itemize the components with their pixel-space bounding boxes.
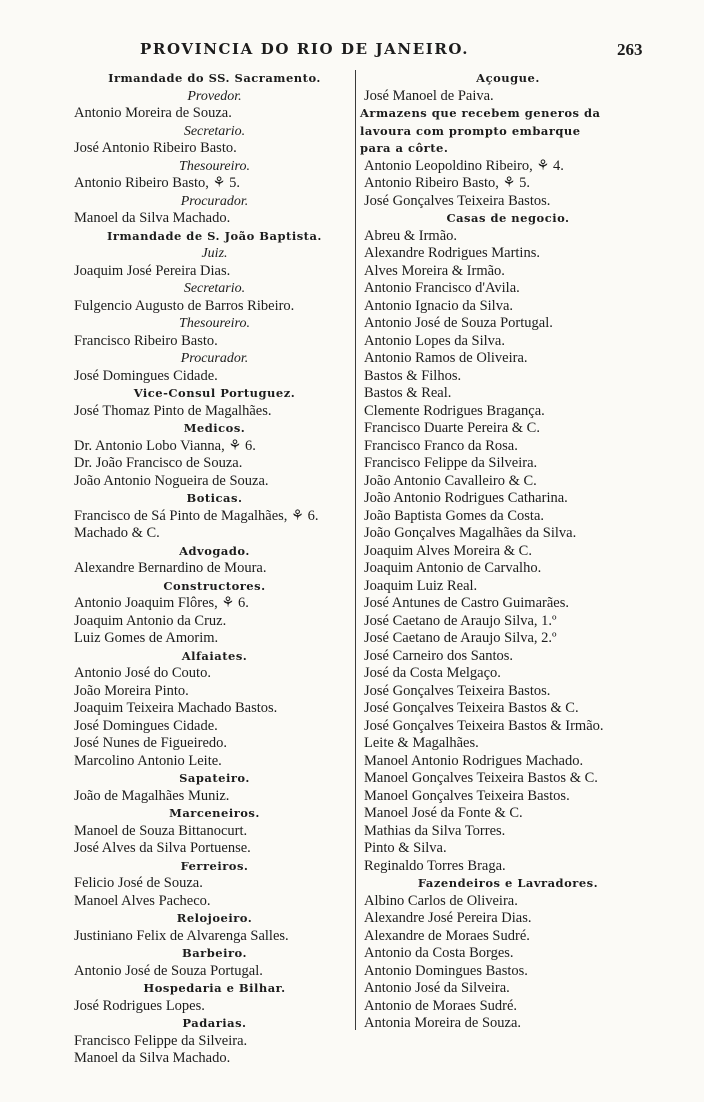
role-title: Secretario. xyxy=(183,281,246,296)
section-heading: Hospedaria e Bilhar. xyxy=(143,981,286,995)
entry-line: José Gonçalves Teixeira Bastos. xyxy=(364,682,551,699)
entry-line: João de Magalhães Muniz. xyxy=(74,787,230,804)
section-heading: Boticas. xyxy=(186,491,243,505)
role-title: Thesoureiro. xyxy=(179,158,250,174)
section-heading: lavoura com prompto embarque xyxy=(360,123,581,138)
entry-line: Manoel da Silva Machado. xyxy=(74,210,231,226)
entry-line: José Gonçalves Teixeira Bastos & Irmão. xyxy=(364,717,604,734)
role-title: Procurador. xyxy=(180,351,249,366)
entry-line: João Antonio Cavalleiro & C. xyxy=(364,472,537,489)
entry-line: Reginaldo Torres Braga. xyxy=(364,857,506,874)
entry-line: Antonio José de Souza Portugal. xyxy=(74,962,263,979)
entry-line: João Gonçalves Magalhães da Silva. xyxy=(364,525,577,541)
entry-line: Francisco de Sá Pinto de Magalhães, ⚘ 6. xyxy=(74,507,319,524)
entry-line: Antonio da Costa Borges. xyxy=(364,945,514,961)
entry-line: Antonio José de Souza Portugal. xyxy=(364,315,553,331)
role-title: Thesoureiro. xyxy=(179,316,250,331)
entry-line: José Manoel de Paiva. xyxy=(364,87,494,104)
section-heading: Açougue. xyxy=(476,71,540,85)
entry-line: José da Costa Melgaço. xyxy=(364,665,501,681)
entry-line: Luiz Gomes de Amorim. xyxy=(74,630,219,646)
page-header xyxy=(0,40,704,62)
entry-line: Antonio Ignacio da Silva. xyxy=(364,297,514,314)
entry-line: Antonio José da Silveira. xyxy=(364,980,510,996)
section-heading: Fazendeiros e Lavradores. xyxy=(417,876,599,890)
entry-line: Antonio Moreira de Souza. xyxy=(74,105,232,121)
entry-line: Bastos & Real. xyxy=(364,385,452,401)
entry-line: Clemente Rodrigues Bragança. xyxy=(364,402,545,419)
entry-line: Antonio José do Couto. xyxy=(74,665,211,681)
role-title: Provedor. xyxy=(187,88,242,104)
entry-line: José Thomaz Pinto de Magalhães. xyxy=(74,402,272,419)
section-heading: Casas de negocio. xyxy=(446,211,570,225)
entry-line: Marcolino Antonio Leite. xyxy=(74,752,222,769)
entry-line: José Antunes de Castro Guimarães. xyxy=(364,595,569,611)
entry-line: José Nunes de Figueiredo. xyxy=(74,735,228,751)
entry-line: José Carneiro dos Santos. xyxy=(364,647,514,664)
section-heading: Alfaiates. xyxy=(181,648,248,663)
entry-line: Pinto & Silva. xyxy=(364,840,447,856)
entry-line: José Domingues Cidade. xyxy=(74,717,218,734)
entry-line: Antonio Lopes da Silva. xyxy=(364,332,505,349)
section-heading: Irmandade do SS. Sacramento. xyxy=(108,71,321,85)
section-heading: Padarias. xyxy=(182,1016,247,1030)
entry-line: Justiniano Felix de Alvarenga Salles. xyxy=(74,927,289,944)
entry-line: Manoel José da Fonte & C. xyxy=(364,805,523,821)
entry-line: José Antonio Ribeiro Basto. xyxy=(74,140,237,156)
entry-line: Joaquim Teixeira Machado Bastos. xyxy=(74,700,278,716)
entry-line: Joaquim Luiz Real. xyxy=(364,577,478,594)
entry-line: Manoel de Souza Bittanocurt. xyxy=(74,822,248,839)
section-heading: Sapateiro. xyxy=(179,771,250,785)
entry-line: Alexandre Bernardino de Moura. xyxy=(74,560,267,576)
entry-line: Antonio Ramos de Oliveira. xyxy=(364,350,528,366)
entry-line: Antonio Ribeiro Basto, ⚘ 5. xyxy=(74,175,241,191)
entry-line: Joaquim Alves Moreira & C. xyxy=(364,542,532,559)
entry-line: Antonio Ribeiro Basto, ⚘ 5. xyxy=(364,175,531,191)
entry-line: Alves Moreira & Irmão. xyxy=(364,262,505,279)
entry-line: Francisco Felippe da Silveira. xyxy=(364,455,538,471)
section-heading: para a côrte. xyxy=(360,141,449,155)
entry-line: Leite & Magalhães. xyxy=(364,735,479,751)
entry-line: Abreu & Irmão. xyxy=(364,227,458,244)
entry-line: Manoel da Silva Machado. xyxy=(74,1050,231,1066)
entry-line: José Gonçalves Teixeira Bastos. xyxy=(364,192,551,209)
entry-line: Alexandre de Moraes Sudré. xyxy=(364,927,530,944)
section-heading: Relojoeiro. xyxy=(176,911,253,925)
entry-line: Antonio Joaquim Flôres, ⚘ 6. xyxy=(74,595,249,611)
entry-line: Dr. João Francisco de Souza. xyxy=(74,455,243,471)
entry-line: Francisco Duarte Pereira & C. xyxy=(364,420,540,436)
entry-line: Dr. Antonio Lobo Vianna, ⚘ 6. xyxy=(74,437,256,454)
running-title: PROVINCIA DO RIO DE JANEIRO. xyxy=(140,40,470,58)
entry-line: Felicio José de Souza. xyxy=(74,875,203,891)
entry-line: José Caetano de Araujo Silva, 1.º xyxy=(364,612,557,629)
entry-line: Alexandre Rodrigues Martins. xyxy=(364,245,540,261)
entry-line: João Antonio Nogueira de Souza. xyxy=(74,472,269,489)
left-column xyxy=(72,70,357,1068)
entry-line: José Alves da Silva Portuense. xyxy=(74,840,251,856)
entry-line: Joaquim Antonio da Cruz. xyxy=(74,612,227,629)
role-title: Secretario. xyxy=(183,123,246,139)
entry-line: João Antonio Rodrigues Catharina. xyxy=(364,490,568,506)
entry-line: Antonio de Moraes Sudré. xyxy=(364,997,518,1014)
section-heading: Irmandade de S. João Baptista. xyxy=(107,228,322,243)
section-heading: Marceneiros. xyxy=(169,806,260,820)
page-number: 263 xyxy=(617,40,643,59)
entry-line: José Caetano de Araujo Silva, 2.º xyxy=(364,630,557,646)
role-title: Procurador. xyxy=(180,193,249,209)
section-heading: Barbeiro. xyxy=(182,946,247,960)
entry-line: Francisco Felippe da Silveira. xyxy=(74,1032,248,1049)
entry-line: Alexandre José Pereira Dias. xyxy=(364,910,532,926)
right-column xyxy=(358,70,658,1033)
section-heading: Medicos. xyxy=(183,421,246,435)
entry-line: Machado & C. xyxy=(74,525,160,541)
entry-line: Joaquim Antonio de Carvalho. xyxy=(364,560,542,576)
section-heading: Constructores. xyxy=(163,578,266,593)
entry-line: João Moreira Pinto. xyxy=(74,682,189,699)
entry-line: Manoel Gonçalves Teixeira Bastos & C. xyxy=(364,770,598,786)
entry-line: Antonio Domingues Bastos. xyxy=(364,962,528,979)
entry-line: Manoel Alves Pacheco. xyxy=(74,892,211,909)
section-heading: Vice-Consul Portuguez. xyxy=(133,386,296,400)
entry-line: Francisco Franco da Rosa. xyxy=(364,437,518,454)
entry-line: Fulgencio Augusto de Barros Ribeiro. xyxy=(74,297,295,314)
section-heading: Advogado. xyxy=(179,543,250,558)
role-title: Juiz. xyxy=(201,246,228,261)
entry-line: José Rodrigues Lopes. xyxy=(74,997,205,1014)
entry-line: Manoel Gonçalves Teixeira Bastos. xyxy=(364,787,570,804)
entry-line: Antonio Leopoldino Ribeiro, ⚘ 4. xyxy=(364,157,564,174)
section-heading: Armazens que recebem generos da xyxy=(360,106,601,120)
entry-line: Bastos & Filhos. xyxy=(364,367,462,384)
entry-line: José Domingues Cidade. xyxy=(74,367,218,384)
entry-line: Mathias da Silva Torres. xyxy=(364,822,506,839)
entry-line: Joaquim José Pereira Dias. xyxy=(74,262,231,279)
entry-line: Antonio Francisco d'Avila. xyxy=(364,280,520,296)
entry-line: José Gonçalves Teixeira Bastos & C. xyxy=(364,700,579,716)
section-heading: Ferreiros. xyxy=(180,858,249,873)
entry-line: João Baptista Gomes da Costa. xyxy=(364,507,545,524)
entry-line: Francisco Ribeiro Basto. xyxy=(74,332,218,349)
entry-line: Antonia Moreira de Souza. xyxy=(364,1015,522,1031)
entry-line: Manoel Antonio Rodrigues Machado. xyxy=(364,752,584,769)
entry-line: Albino Carlos de Oliveira. xyxy=(364,892,518,909)
